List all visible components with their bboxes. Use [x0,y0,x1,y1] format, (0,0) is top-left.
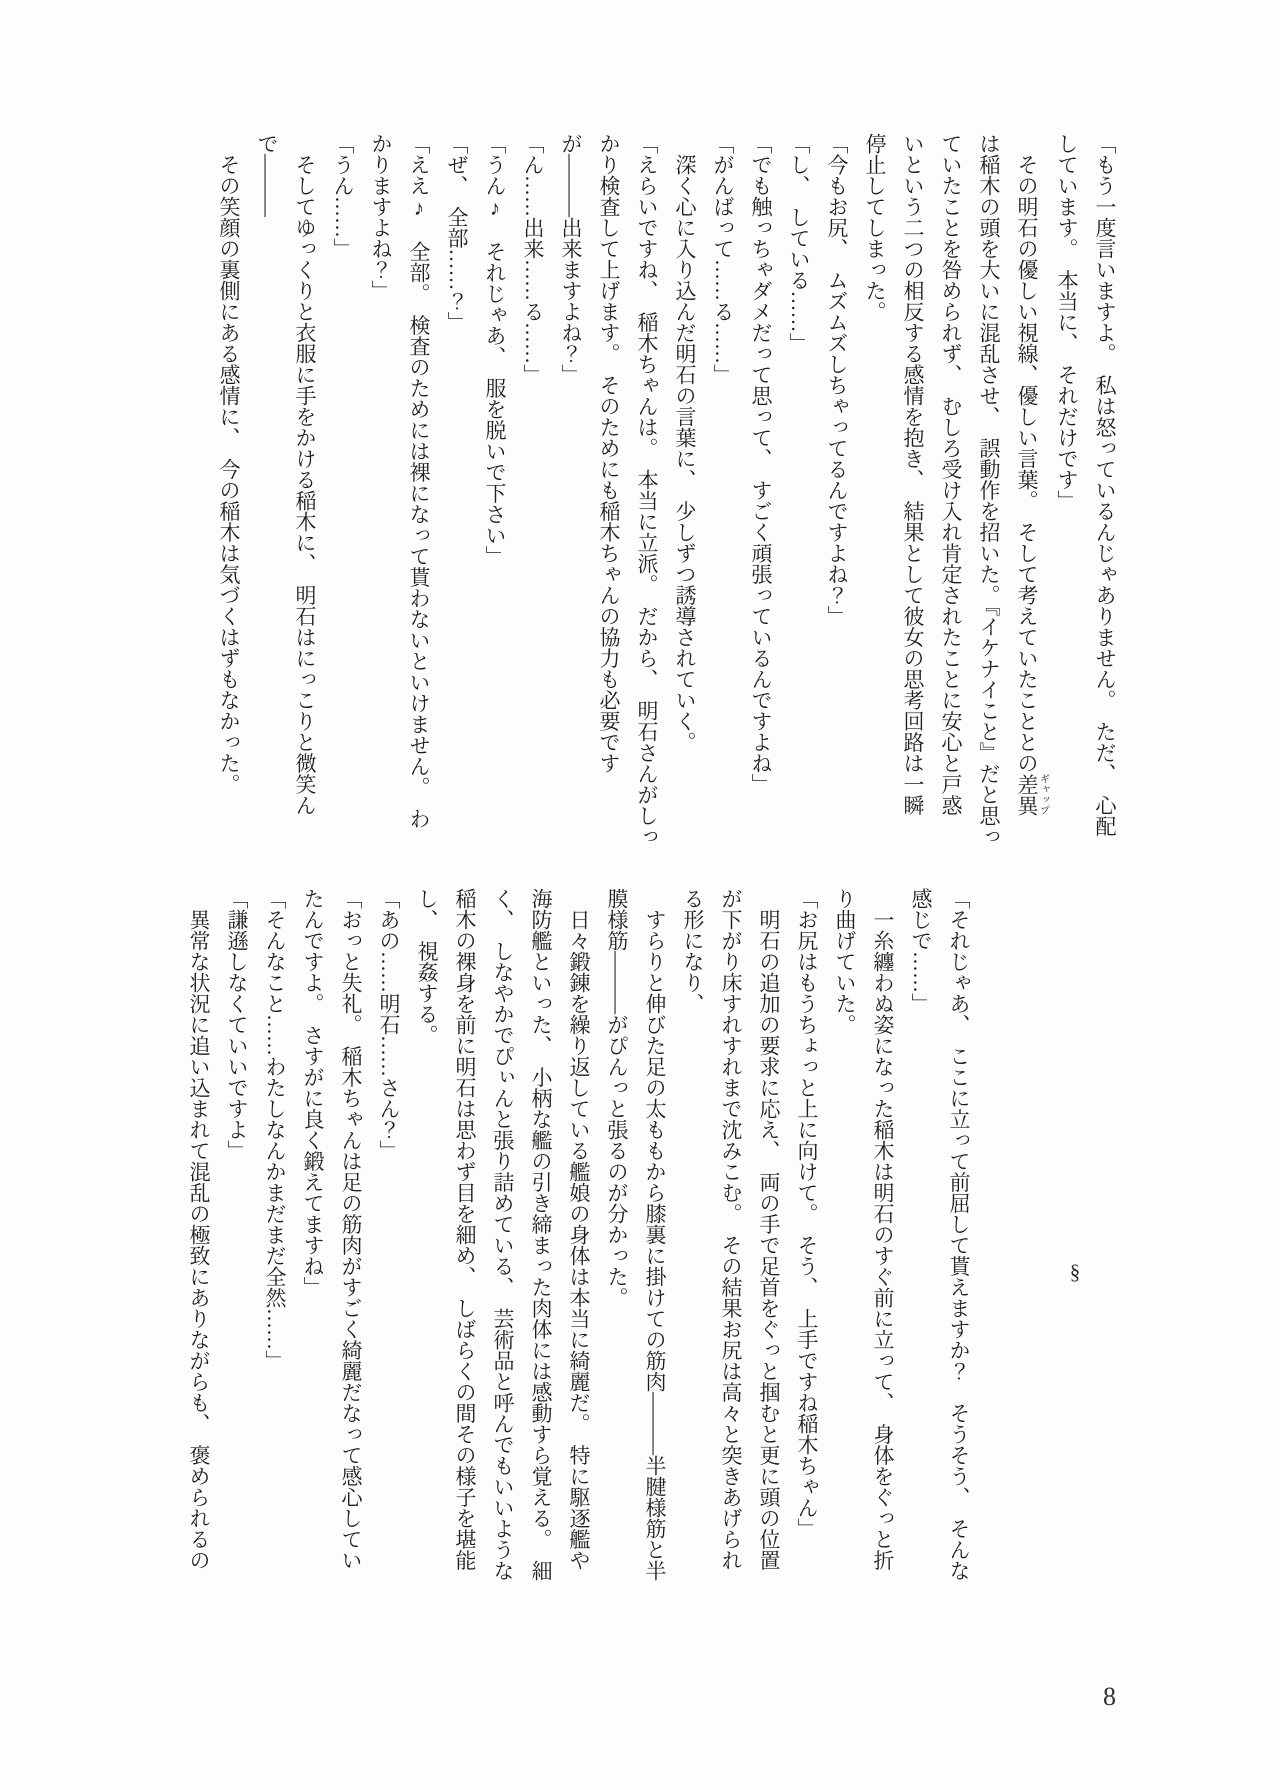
text-column: 異常な状況に追い込まれて混乱の極致にありながらも、 褒められるの [187,888,211,1571]
text-column: は稲木の頭を大いに混乱させ、 誤動作を招いた。『イケナイこと』だと思っ [977,133,1001,847]
text-column: 日々鍛錬を繰り返している艦娘の身体は本当に綺麗だ。 特に駆逐艦や [567,888,591,1571]
text-column: 感じで……」 [909,888,933,1014]
text-column: ていたことを咎められず、 むしろ受け入れ肯定されたことに安心と戸惑 [939,133,963,816]
text-column: し、 視姦する。 [415,888,439,1046]
text-column: 「おっと失礼。 稲木ちゃんは足の筋肉がすごく綺麗だなって感心してい [339,888,363,1571]
text-column-with-ruby: その明石の優しい視線、優しい言葉。 そして考えていたこととの差異ギャップ [1015,133,1049,816]
text-column: る形になり、 [681,888,705,1014]
bottom-text-block [180,888,1094,1642]
text-column: 「うん♪ それじゃあ、 服を脱いで下さい」 [483,133,507,567]
text-column: そしてゆっくりと衣服に手をかける稲木に、 明石はにっこりと微笑ん [293,133,317,816]
text-column: が―――出来ますよね？」 [559,133,583,385]
text-column: 「謙遜しなくていいですよ」 [225,888,249,1161]
page-number: 8 [1103,1682,1116,1711]
text-column: 深く心に入り込んだ明石の言葉に、 少しずつ誘導されていく。 [673,133,697,753]
ruby-annotated-word: 差異ギャップ [1015,773,1049,816]
text-column: 「ん……出来……る……」 [521,133,545,385]
text-column: いという二つの相反する感情を抱き、 結果として彼女の思考回路は一瞬 [901,133,925,816]
text-column: 「うん……」 [331,133,355,259]
top-text-block [210,133,1124,897]
text-column: り曲げていた。 [833,888,857,1035]
text-column: 海防艦といった、 小柄な艦の引き締まった肉体には感動すら覚える。 細 [529,888,553,1581]
text-column: 「それじゃあ、 ここに立って前屈して貰えますか？ そうそう、 そんな [947,888,971,1581]
text-column: く、 しなやかでぴぃんと張り詰めている、 芸術品と呼んでもいいような [491,888,515,1581]
text-column: 「ええ♪ 全部。 検査のためには裸になって貰わないといけません。 わ [407,133,431,829]
text-column: 「もう一度言いますよ。 私は怒っているんじゃありません。 ただ、 心配 [1093,133,1117,837]
text-column: かりますよね？」 [369,133,393,301]
section-divider-mark: § [1063,1260,1087,1284]
text-column: 「えらいですね、 稲木ちゃんは。 本当に立派。 だから、 明石さんがしっ [635,133,659,847]
text-column: 「でも触っちゃダメだって思って、 すごく頑張っているんですよね」 [749,133,773,795]
text-column: 膜様筋―――がぴんっと張るのが分かった。 [605,888,629,1308]
text-column: で――― [255,133,279,217]
text-column: 「今もお尻、 ムズムズしちゃってるんですよね？」 [825,133,849,627]
text-column: しています。 本当に、 それだけです」 [1055,133,1079,511]
text-column: 「お尻はもうちょっと上に向けて。 そう、 上手ですね稲木ちゃん」 [795,888,819,1539]
text-column: 「そんなこと……わたしなんかまだまだ全然……」 [263,888,287,1371]
text-column: かり検査して上げます。 そのためにも稲木ちゃんの協力も必要です [597,133,621,774]
text-column: 「ぜ、 全部……？」 [445,133,469,333]
text-column: たんですよ。 さすがに良く鍛えてますね」 [301,888,325,1298]
text-column: すらりと伸びた足の太ももから膝裏に掛けての筋肉―――半腱様筋と半 [643,888,667,1581]
text-column: が下がり床すれすれまで沈みこむ。 その結果お尻は高々と突きあげられ [719,888,743,1571]
text-column: 稲木の裸身を前に明石は思わず目を細め、 しばらくの間その様子を堪能 [453,888,477,1571]
text-column: 一糸纏わぬ姿になった稲木は明石のすぐ前に立って、 身体をぐっと折 [871,888,895,1571]
text-column: 「がんばって……る……」 [711,133,735,385]
text-column: 「し、 している……」 [787,133,811,354]
text-column: 「あの……明石……さん？」 [377,888,401,1161]
text-column: 明石の追加の要求に応え、 両の手で足首をぐっと掴むと更に頭の位置 [757,888,781,1571]
text-column: その笑顔の裏側にある感情に、 今の稲木は気づくはずもなかった。 [217,133,241,795]
text-column: 停止してしまった。 [863,133,887,322]
